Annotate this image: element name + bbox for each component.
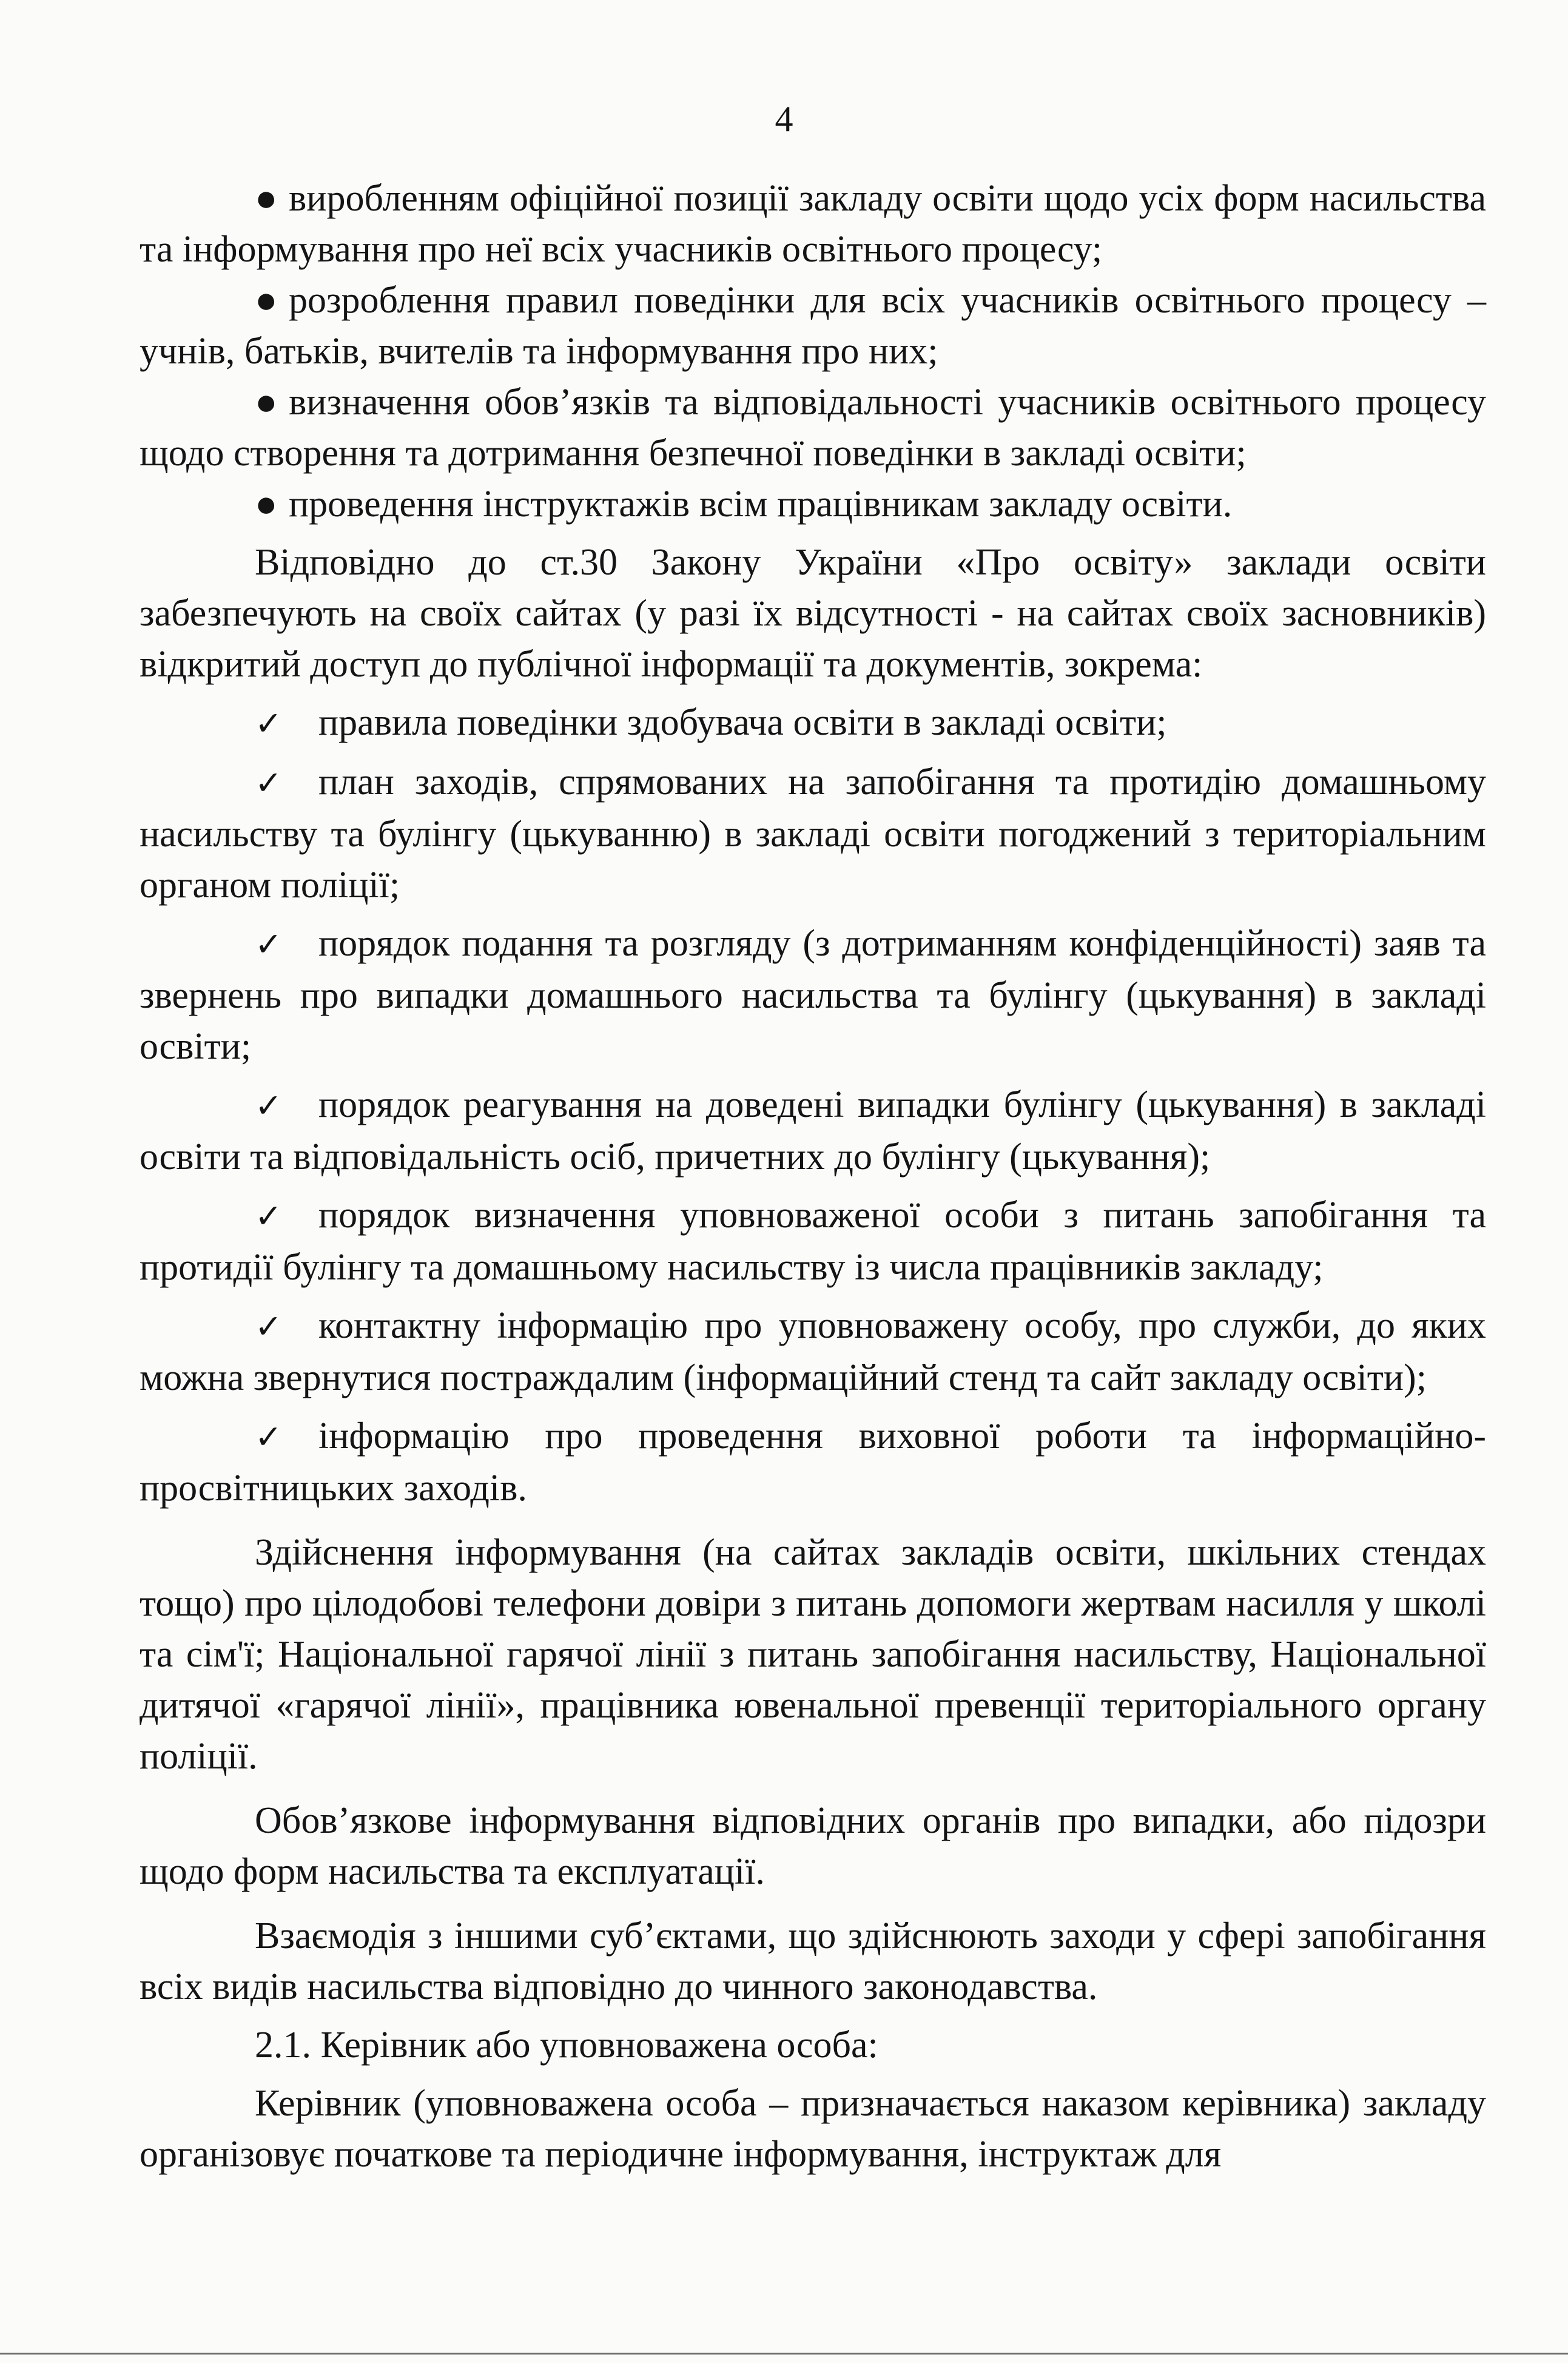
checkmark-icon: ✓	[255, 1197, 283, 1235]
intro-paragraph: Відповідно до ст.30 Закону України «Про освіту» заклади освіти забезпечують на своїх сайтах (у разі їх відсутності - на сайтах своїх засновників) відкритий доступ до публічної інформації та документів, зокрема:	[140, 542, 1486, 685]
checklist-text: правила поведінки здобувача освіти в закладі освіти;	[318, 702, 1167, 743]
bullet-text: виробленням офіційної позиції закладу освіти щодо усіх форм насильства та інформування про неї всіх учасників освітнього процесу;	[140, 178, 1486, 270]
checklist-item	[140, 697, 1486, 749]
bullet-text: розроблення правил поведінки для всіх учасників освітнього процесу – учнів, батьків, вчителів та інформування про них;	[140, 280, 1486, 372]
checkmark-icon: ✓	[255, 704, 283, 743]
bullet-icon: ●	[255, 280, 278, 321]
checkmark-icon: ✓	[255, 764, 283, 802]
paragraph-helplines: Здійснення інформування (на сайтах закладів освіти, шкільних стендах тощо) про цілодобові телефони довіри з питань допомоги жертвам насилля у школі та сім'ї; Національної гарячої лінії з питань запобігання насильству, Національної дитячої «гарячої лінії», працівника ювенальної превенції територіального органу поліції.	[140, 1532, 1486, 1777]
paragraph-reporting: Обов’язкове інформування відповідних органів про випадки, або підозри щодо форм насильства та експлуатації.	[140, 1800, 1486, 1892]
bullet-item	[140, 479, 1486, 530]
checklist-item	[140, 1190, 1486, 1293]
checkmark-icon: ✓	[255, 1087, 283, 1125]
checklist-text: план заходів, спрямованих на запобігання та протидію домашньому насильству та булінгу (цькуванню) в закладі освіти погоджений з територіальним органом поліції;	[140, 761, 1486, 906]
checklist-text: порядок визначення уповноваженої особи з питань запобігання та протидії булінгу та домашньому насильству із числа працівників закладу;	[140, 1195, 1486, 1288]
bullet-item	[140, 377, 1486, 479]
bullet-item	[140, 173, 1486, 275]
checklist-text: інформацію про проведення виховної роботи та інформаційно-просвітницьких заходів.	[140, 1415, 1486, 1509]
checklist-item	[140, 918, 1486, 1072]
checklist	[140, 697, 1486, 1514]
bullet-icon: ●	[255, 484, 278, 525]
checklist-text: порядок реагування на доведені випадки булінгу (цькування) в закладі освіти та відповідальність осіб, причетних до булінгу (цькування);	[140, 1084, 1486, 1178]
checkmark-icon: ✓	[255, 925, 283, 963]
document-body	[140, 173, 1486, 2180]
bullet-item	[140, 275, 1486, 377]
paragraph-cooperation: Взаємодія з іншими суб’єктами, що здійснюють заходи у сфері запобігання всіх видів насильства відповідно до чинного законодавства.	[140, 1915, 1486, 2007]
scan-edge-divider	[0, 2353, 1568, 2355]
section-heading-2-1: 2.1. Керівник або уповноважена особа:	[255, 2024, 878, 2066]
checklist-item	[140, 1300, 1486, 1403]
bullet-text: проведення інструктажів всім працівникам закладу освіти.	[289, 484, 1233, 525]
paragraph-head: Керівник (уповноважена особа – призначається наказом керівника) закладу організовує початкове та періодичне інформування, інструктаж для	[140, 2083, 1486, 2175]
bullet-icon: ●	[255, 382, 278, 423]
bullet-icon: ●	[255, 178, 278, 219]
checklist-item	[140, 1411, 1486, 1514]
bullet-list	[140, 173, 1486, 530]
page-number: 4	[775, 99, 793, 139]
checkmark-icon: ✓	[255, 1307, 283, 1346]
bullet-text: визначення обов’язків та відповідальності учасників освітнього процесу щодо створення та дотримання безпечної поведінки в закладі освіти;	[140, 382, 1486, 474]
checkmark-icon: ✓	[255, 1418, 283, 1456]
checklist-text: порядок подання та розгляду (з дотриманням конфіденційності) заяв та звернень про випадки домашнього насильства та булінгу (цькування) в закладі освіти;	[140, 923, 1486, 1067]
checklist-text: контактну інформацію про уповноважену особу, про служби, до яких можна звернутися постраждалим (інформаційний стенд та сайт закладу освіти);	[140, 1305, 1486, 1398]
checklist-item	[140, 757, 1486, 911]
checklist-item	[140, 1079, 1486, 1182]
